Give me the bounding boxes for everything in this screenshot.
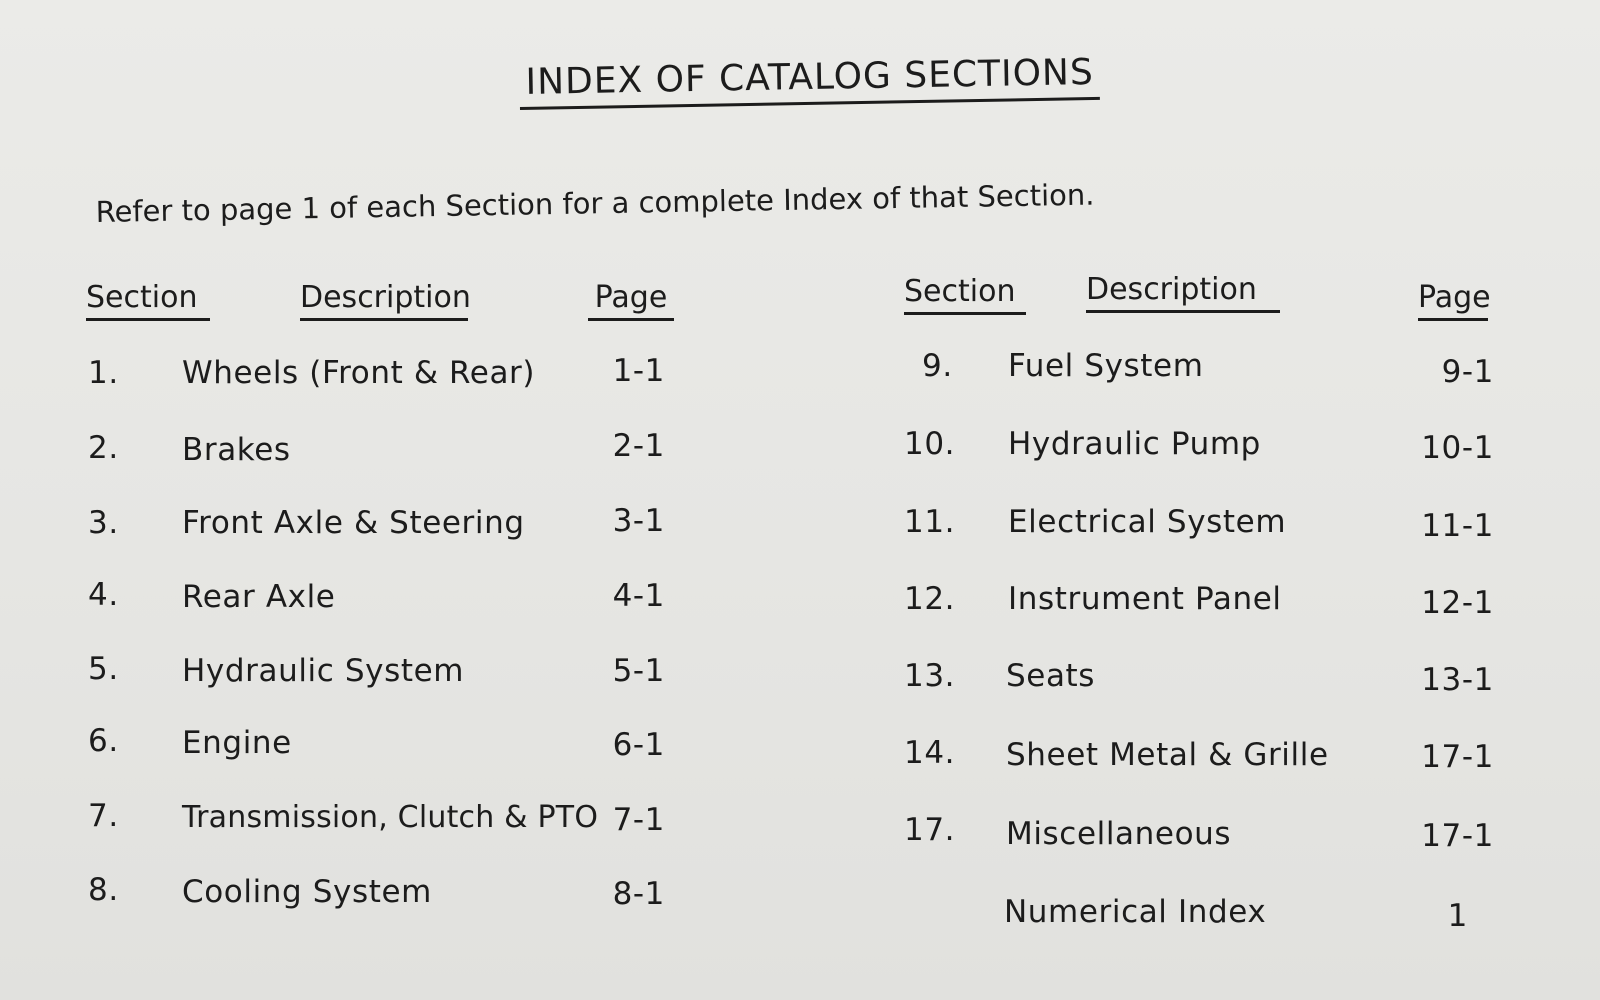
page-title: INDEX OF CATALOG SECTIONS xyxy=(519,52,1100,110)
section-page: 17-1 xyxy=(1421,818,1494,854)
intro-text: Refer to page 1 of each Section for a complete Index of that Section. xyxy=(95,177,1095,229)
left-section-header: Section xyxy=(86,280,210,321)
section-number: 5. xyxy=(88,651,119,687)
section-number: 14. xyxy=(904,735,956,771)
section-page: 1-1 xyxy=(612,353,665,389)
section-page: 3-1 xyxy=(612,503,665,539)
section-page: 13-1 xyxy=(1421,662,1494,698)
section-description: Fuel System xyxy=(1008,348,1204,384)
section-number: 2. xyxy=(88,430,119,466)
section-number: 1. xyxy=(88,355,119,391)
section-number: 8. xyxy=(88,872,119,908)
section-page: 5-1 xyxy=(612,653,665,689)
section-number: 4. xyxy=(88,577,119,613)
numerical-index-label: Numerical Index xyxy=(1004,894,1267,930)
section-description: Miscellaneous xyxy=(1006,816,1232,852)
section-description: Brakes xyxy=(182,432,291,468)
section-page: 7-1 xyxy=(612,802,665,838)
section-page: 10-1 xyxy=(1421,430,1494,466)
section-number: 11. xyxy=(904,504,956,540)
section-number: 10. xyxy=(904,426,956,462)
section-number: 3. xyxy=(88,505,119,541)
left-page-header: Page xyxy=(588,280,674,321)
section-description: Instrument Panel xyxy=(1008,581,1282,617)
section-page: 2-1 xyxy=(612,428,665,464)
section-description: Hydraulic System xyxy=(182,653,465,689)
section-number: 17. xyxy=(904,812,956,848)
section-page: 8-1 xyxy=(612,876,665,912)
section-page: 17-1 xyxy=(1421,739,1494,775)
left-description-header: Description xyxy=(300,280,468,321)
section-number: 12. xyxy=(904,581,956,617)
section-description: Cooling System xyxy=(182,874,432,910)
right-section-header: Section xyxy=(904,274,1026,315)
right-description-header: Description xyxy=(1086,272,1280,313)
right-page-header: Page xyxy=(1418,280,1488,321)
section-description: Front Axle & Steering xyxy=(182,505,525,541)
section-page: 6-1 xyxy=(612,727,665,763)
section-page: 9-1 xyxy=(1441,354,1494,390)
section-number: 9. xyxy=(922,348,953,384)
section-page: 4-1 xyxy=(612,578,665,614)
section-description: Wheels (Front & Rear) xyxy=(182,355,536,391)
section-description: Electrical System xyxy=(1008,504,1287,540)
section-description: Sheet Metal & Grille xyxy=(1006,737,1329,773)
section-description: Hydraulic Pump xyxy=(1008,426,1261,462)
numerical-index-page: 1 xyxy=(1447,898,1468,934)
section-page: 12-1 xyxy=(1421,585,1494,621)
section-description: Transmission, Clutch & PTO xyxy=(182,800,599,835)
section-number: 6. xyxy=(88,723,119,759)
section-description: Engine xyxy=(182,725,292,761)
section-description: Rear Axle xyxy=(182,579,336,615)
section-number: 13. xyxy=(904,658,956,694)
section-page: 11-1 xyxy=(1421,508,1494,544)
section-description: Seats xyxy=(1006,658,1096,694)
section-number: 7. xyxy=(88,798,119,834)
